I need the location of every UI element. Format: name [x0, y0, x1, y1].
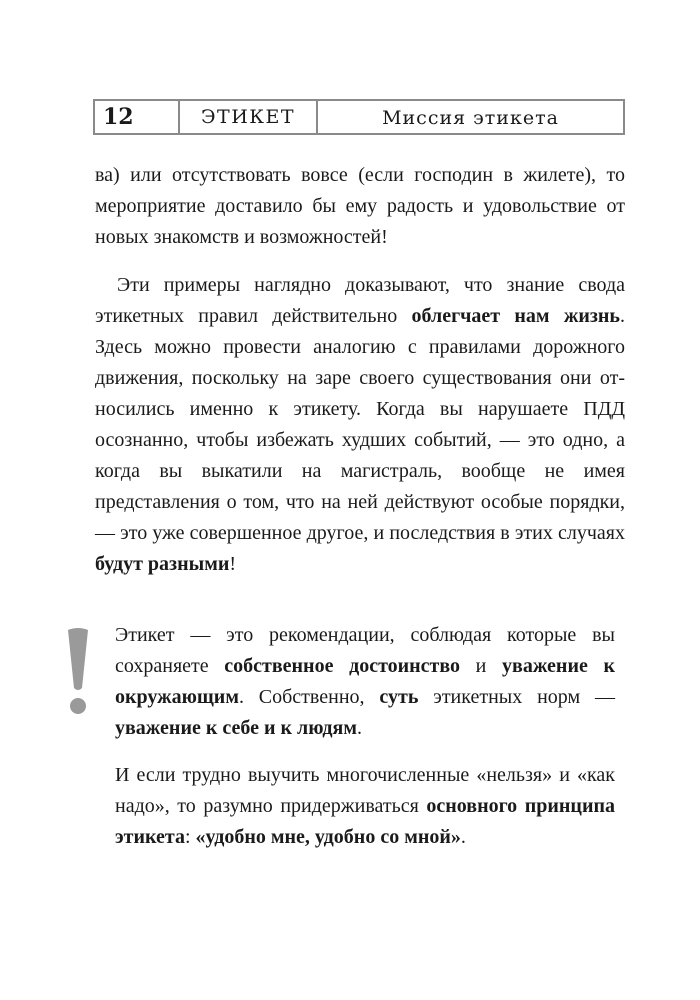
p2-text-a: Эти примеры наглядно доказывают, что знание свода этикетных правил действительно: [95, 274, 625, 327]
n1-bold-a: собственное достоинство: [224, 655, 461, 677]
exclamation-icon: [62, 626, 94, 716]
n1-bold-b: уважение к окружающим: [115, 655, 616, 708]
n2-bold-b: «удобно мне, удобно со мной»: [195, 826, 461, 848]
page-number: 12: [95, 101, 180, 133]
n1-text-c: . Собственно,: [238, 686, 380, 708]
note-paragraph-1: [115, 620, 615, 744]
n1-text-a: Этикет — это рекомендации, соблюдая которые вы сохраняете: [115, 624, 615, 677]
paragraph-2: [95, 270, 625, 580]
n1-text-e: .: [356, 717, 362, 739]
n2-text-b: :: [184, 826, 196, 848]
n2-bold-a: основного принципа этикета: [115, 795, 615, 848]
book-title: ЭТИКЕТ: [180, 101, 318, 133]
n1-bold-d: уважение к себе и к людям: [115, 717, 357, 739]
n1-text-b: и: [460, 655, 503, 677]
n1-text-d: этикетных норм —: [418, 686, 615, 708]
p2-bold-b: будут разными: [95, 553, 230, 575]
n2-text-a: И если трудно выучить многочисленные «нельзя» и «как надо», то разумно придерживаться: [115, 764, 615, 817]
page-header: [93, 99, 625, 135]
p2-text-c: !: [229, 553, 237, 575]
section-title: Миссия этикета: [382, 107, 559, 129]
n2-text-c: .: [460, 826, 466, 848]
p2-text-b: . Здесь можно провести аналогию с правилами дорожного движения, поскольку на заре своего существования они относились именно к этикету. Когда вы нарушаете ПДД осознанно, чтобы избежать худших событий, — это одно, а когда вы выкатили на магистраль, вообще не имея представления о том, что на ней действуют особые порядки, — это уже совершенное другое, и последствия в этих случаях: [95, 305, 625, 544]
n1-bold-c: суть: [379, 686, 419, 708]
paragraph-1: ва) или отсутствовать вовсе (если господин в жилете), то мероприятие доставило бы ему радость и удовольствие от новых знакомств и возможностей!: [95, 164, 625, 248]
p2-bold-a: облегчает нам жизнь: [411, 305, 620, 327]
note-paragraph-2: [115, 760, 615, 853]
